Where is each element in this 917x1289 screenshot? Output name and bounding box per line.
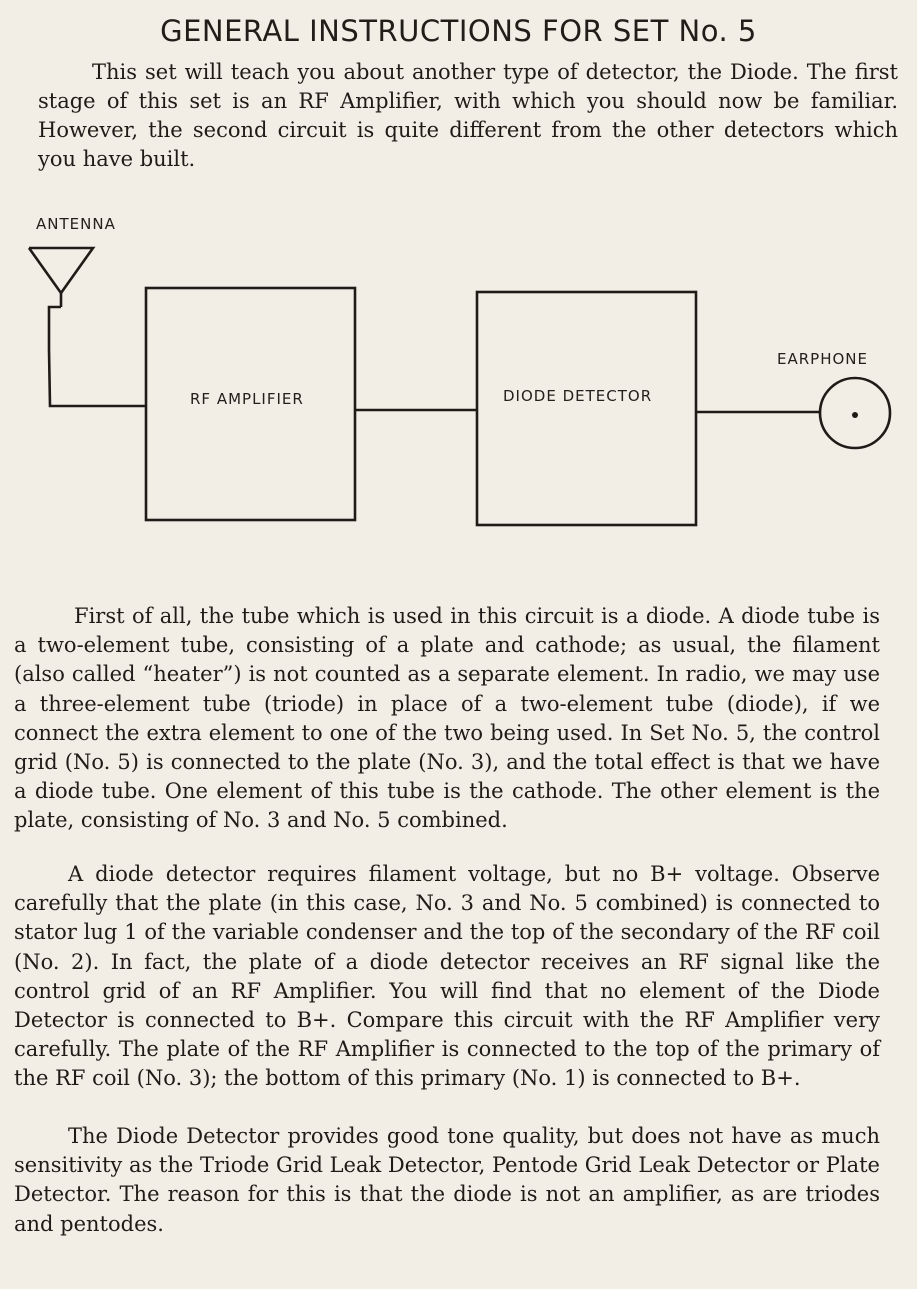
body-paragraph: A diode detector requires filament voltage, but no B+ voltage. Observe carefully that the plate (in this case, No. 3 and No. 5 combined) is connected to stator lug 1 of the variable condenser and the top of the secondary of the RF coil (No. 2). In fact, the plate of a diode detector receives an RF signal like the control grid of an RF Amplifier. You will find that no element of the Diode Detector is connected to B+. Compare this circuit with the RF Amplifier very carefully. The plate of the RF Amplifier is connected to the top of the primary of the RF coil (No. 3); the bottom of this primary (No. 1) is connected to B+. [14,862,880,1091]
page-title: GENERAL INSTRUCTIONS FOR SET No. 5 [160,14,757,48]
antenna-icon [29,248,93,293]
earphone-label: EARPHONE [777,350,868,368]
body-paragraph: The Diode Detector provides good tone quality, but does not have as much sensitivity as the Triode Grid Leak Detector, Pentode Grid Leak Detector or Plate Detector. The reason for this is that the diode is not an amplifier, as are triodes and pentodes. [14,1124,880,1236]
diode-detector-label: DIODE DETECTOR [503,387,653,405]
antenna-label: ANTENNA [36,215,116,233]
antenna-lead-wire [49,307,146,406]
block-diagram-lines [0,200,917,560]
diode-detector-box [477,292,696,525]
intro-paragraph: This set will teach you about another type of detector, the Diode. The first stage of this set is an RF Amplifier, with which you should now be familiar. However, the second circuit is quite different from the other detectors which you have built. [38,60,898,171]
block-diagram [0,200,917,560]
earphone-center-dot [852,412,858,418]
rf-amplifier-label: RF AMPLIFIER [190,390,304,408]
body-paragraph: First of all, the tube which is used in this circuit is a diode. A diode tube is a two-element tube, consisting of a plate and cathode; as usual, the filament (also called “heater”) is not counted as a separate element. In radio, we may use a three-element tube (triode) in place of a two-element tube (diode), if we connect the extra element to one of the two being used. In Set No. 5, the control grid (No. 5) is connected to the plate (No. 3), and the total effect is that we have a diode tube. One element of this tube is the cathode. The other element is the plate, consisting of No. 3 and No. 5 combined. [14,604,880,833]
